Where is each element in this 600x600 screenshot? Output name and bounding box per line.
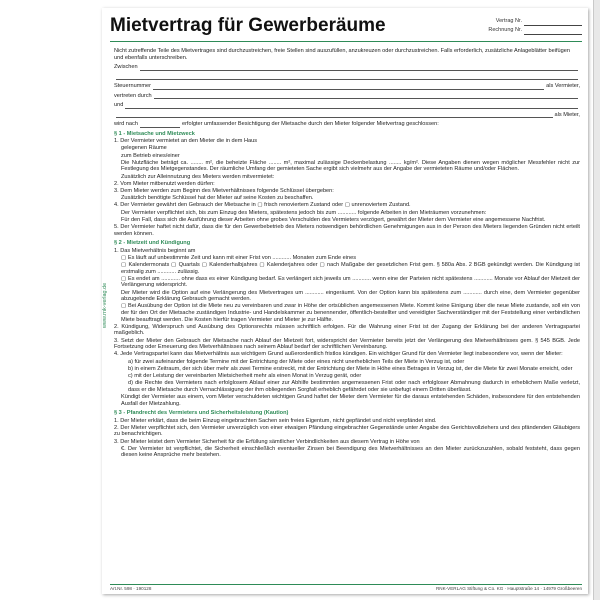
section-paragraph: 2. Der Mieter verpflichtet sich, den Vermieter unverzüglich von einer etwaigen Pfändung eingebrachter Gegenstände unter Angabe des Gerichtsvollziehers und des pfändenden Gläubigers zu benachrichtigen. [114,424,580,438]
section-paragraph: c) mit der Leistung der vereinbarten Mietsicherheit mehr als einen Monat in Verzug gerät, oder [128,372,362,379]
section-paragraph: 5. Der Vermieter haftet nicht dafür, dass die für den Gewerbebetrieb des Mieters notwendigen behördlichen Genehmigungen aus in der Person des Mieters liegenden Gründen nicht erteilt werden können. [114,223,580,237]
footer-article: Art.Nr. 598 · 190128 [110,586,152,591]
invoice-number-field[interactable] [488,26,582,35]
party-row-steuernummer[interactable]: Steuernummer als Vermieter, [114,83,580,90]
party-row-zwischen[interactable]: Zwischen [114,64,580,71]
party-row-blank[interactable] [114,73,580,80]
contract-number-field[interactable] [488,17,582,26]
section-paragraph: 2. Vom Mieter mitbenutzt werden dürfen: [114,180,215,187]
party-row-vertreten[interactable]: vertreten durch [114,92,580,99]
section-heading: § 3 - Pfandrecht des Vermieters und Sicherheitsleistung (Kaution) [114,410,289,417]
section-paragraph: 2. Kündigung, Widerspruch und Ausübung des Optionsrechts müssen schriftlich erfolgen. Für die Wahrung einer Frist ist der Zugang der Erklärung bei der anderen Vertragspartei maßgeblich. [114,323,580,337]
section-paragraph: Der Mieter wird die Option auf eine Verlängerung des Mietvertrages um ............ eingeräumt. Von der Option kann bis spätestens zum ............ durch eine, dem Vermieter gegenüber abzugebende Erklärung Gebrauch gemacht werden. [121,289,580,303]
invoice-number-label: Rechnung Nr. [488,27,522,33]
section-paragraph: zum Betrieb eines/einer [121,152,180,159]
section-paragraph: 1. Der Vermieter vermietet an den Mieter die in dem Haus [114,138,258,145]
section-paragraph: Der Vermieter verpflichtet sich, bis zum Einzug des Mieters, spätestens jedoch bis zum ............ folgende Arbeiten in den Mieträumen vorzunehmen: [121,209,487,216]
section-paragraph: 3. Setzt der Mieter den Gebrauch der Mietsache nach Ablauf der Mietzeit fort, widerspricht der Vermieter bereits jetzt der Verlängerung des Mietverhältnisses gem. § 545 BGB. Jede Fortsetzung oder Erneuerung des Mietverhältnisses nach seinem Ablauf bedarf der schriftlichen Vereinbarung. [114,337,580,351]
section-paragraph: 4. Der Vermieter gewährt den Gebrauch der Mietsache in ▢ frisch renoviertem Zustand oder ▢ unrenoviertem Zustand. [114,202,411,209]
section-heading: § 1 - Mietsache und Mietzweck [114,130,195,137]
section-paragraph: b) in einem Zeitraum, der sich über mehr als zwei Termine erstreckt, mit der Entrichtung der Miete in Höhe eines Betrages in Verzug ist, der die Miete für zwei Monate erreicht, oder [128,365,573,372]
reference-fields [488,17,582,35]
contract-number-label: Vertrag Nr. [495,18,522,24]
party-row-und[interactable]: und [114,102,580,109]
document-page [102,8,588,594]
section-paragraph: Für den Fall, dass sich die Ausführung dieser Arbeiten ohne grobes Verschulden des Vermieters verzögert, gewährt der Mieter dem Vermieter eine angemessene Nachfrist. [121,216,546,223]
section-heading: § 2 - Mietzeit und Kündigung [114,240,191,247]
section-paragraph: ▢ Kalendermonats ▢ Quartals ▢ Kalenderhalbjahres ▢ Kalenderjahres oder ▢ nach Maßgabe der gesetzlichen Frist gem. § 580a Abs. 2 BGB gekündigt werden. Die Kündigung ist erstmalig zum ............ zulässig. [121,262,580,275]
section-paragraph: Die Nutzfläche beträgt ca. ........ m², die beheizte Fläche ........ m², maximal zulässige Deckenbelastung ........ kg/m². Diese Angaben dienen wegen möglicher Messfehler nicht zur Festlegung des Mietgegenstandes. Der räumliche Umfang der gemieteten Sache ergibt sich vielmehr aus der Angabe der vermieteten Räume und/oder Flächen. [121,159,580,173]
contract-body [114,48,580,460]
title-rule [110,41,582,42]
sections-container [114,131,580,459]
party-row-mieter[interactable]: als Mieter, [114,111,580,118]
back-sheet [593,0,600,600]
party-row-wird-nach[interactable]: wird nach erfolgter umfassender Besichtigung der Mietsache durch den Mieter folgender Mietvertrag geschlossen: [114,121,439,128]
section-paragraph: a) für zwei aufeinander folgende Termine mit der Entrichtung der Miete oder eines nicht unerheblichen Teils der Miete in Verzug ist, oder [128,358,465,365]
section-paragraph: 1. Das Mietverhältnis beginnt am [114,247,196,254]
section-paragraph: ▢ Es endet am ............ ohne dass es einer Kündigung bedarf. Es verlängert sich jeweils um ............ wenn eine der Parteien nicht spätestens ............ Monate vor Ablauf der Mietzeit der Verlängerung widerspricht. [121,275,580,289]
section-paragraph: ▢ Bei Ausübung der Option ist die Miete neu zu vereinbaren und zwar in Höhe der ortsüblichen angemessenen Miete. Kommt keine Einigung über die neue Miete zustande, soll ein von der für den Ort der Mietsache zuständigen Industrie- und Handelskammer zu benennender, öffentlich-bestellter und vereidigter Sachverständiger mit der Feststellung einer verbindlichen Miete beauftragt werden. Die Kosten hierfür tragen Vermieter und Mieter je zur Hälfte. [121,303,580,323]
intro-text: Nicht zutreffende Teile des Mietvertrages sind durchzustreichen, freie Stellen sind auszufüllen, anzukreuzen oder durchzustreichen. Falls erforderlich, zusätzliche Anlageblätter beifügen und ebenfalls unterschreiben. [114,48,570,61]
section-paragraph: Zusätzlich zur Alleinnutzung des Mieters werden mitvermietet: [121,173,275,180]
section-paragraph: d) die Rechte des Vermieters nach erfolglosem Ablauf einer zur Abhilfe bestimmten angemessenen Frist oder nach erfolgloser Abmahnung dadurch in erheblichem Maße verletzt, dass er die Mietsache durch Vernachlässigung der ihm obliegenden Sorgfalt erheblich gefährdet oder sie unbefugt einem Dritten überlässt. [128,380,580,393]
section-paragraph: Zusätzlich benötigte Schlüssel hat der Mieter auf seine Kosten zu beschaffen. [121,195,314,202]
section-paragraph: 1. Der Mieter erklärt, dass die beim Einzug eingebrachten Sachen sein freies Eigentum, nicht gepfändet und nicht verpfändet sind. [114,417,437,424]
section-paragraph: 3. Der Mieter leistet dem Vermieter Sicherheit für die Erfüllung sämtlicher Verbindlichkeiten aus diesem Vertrag in Höhe von [114,438,420,445]
side-url: www.rnk-verlag.de [102,282,108,328]
document-footer [110,584,582,591]
document-title: Mietvertrag für Gewerberäume [110,15,386,36]
section-paragraph: 4. Jede Vertragspartei kann das Mietverhältnis aus wichtigem Grund außerordentlich fristlos kündigen. Ein wichtiger Grund für den Vermieter liegt insbesondere vor, wenn der Mieter: [114,351,563,358]
section-paragraph: 3. Dem Mieter werden zum Beginn des Mietverhältnisses folgende Schlüssel übergeben: [114,188,334,194]
section-paragraph: gelegenen Räume [121,145,167,152]
section-paragraph: Kündigt der Vermieter aus einem, vom Mieter verschuldeten wichtigen Grund haftet der Mieter dem Vermieter für die daraus entstehenden Schäden, insbesondere für den entstehenden Ausfall der Mietzahlung. [121,393,580,407]
footer-publisher: RNK-VERLAG Stiftung & Co. KG · Hauptstraße 14 · 14979 Großbeeren [435,586,582,591]
section-paragraph: €. Der Vermieter ist verpflichtet, die Sicherheit einschließlich eventueller Zinsen bei Beendigung des Mietverhältnisses an den Mieter zurückzuzahlen, sobald feststeht, dass gegen diesen keine Ansprüche mehr bestehen. [121,445,580,459]
section-paragraph: ▢ Es läuft auf unbestimmte Zeit und kann mit einer Frist von ............ Monaten zum Ende eines [121,254,357,261]
